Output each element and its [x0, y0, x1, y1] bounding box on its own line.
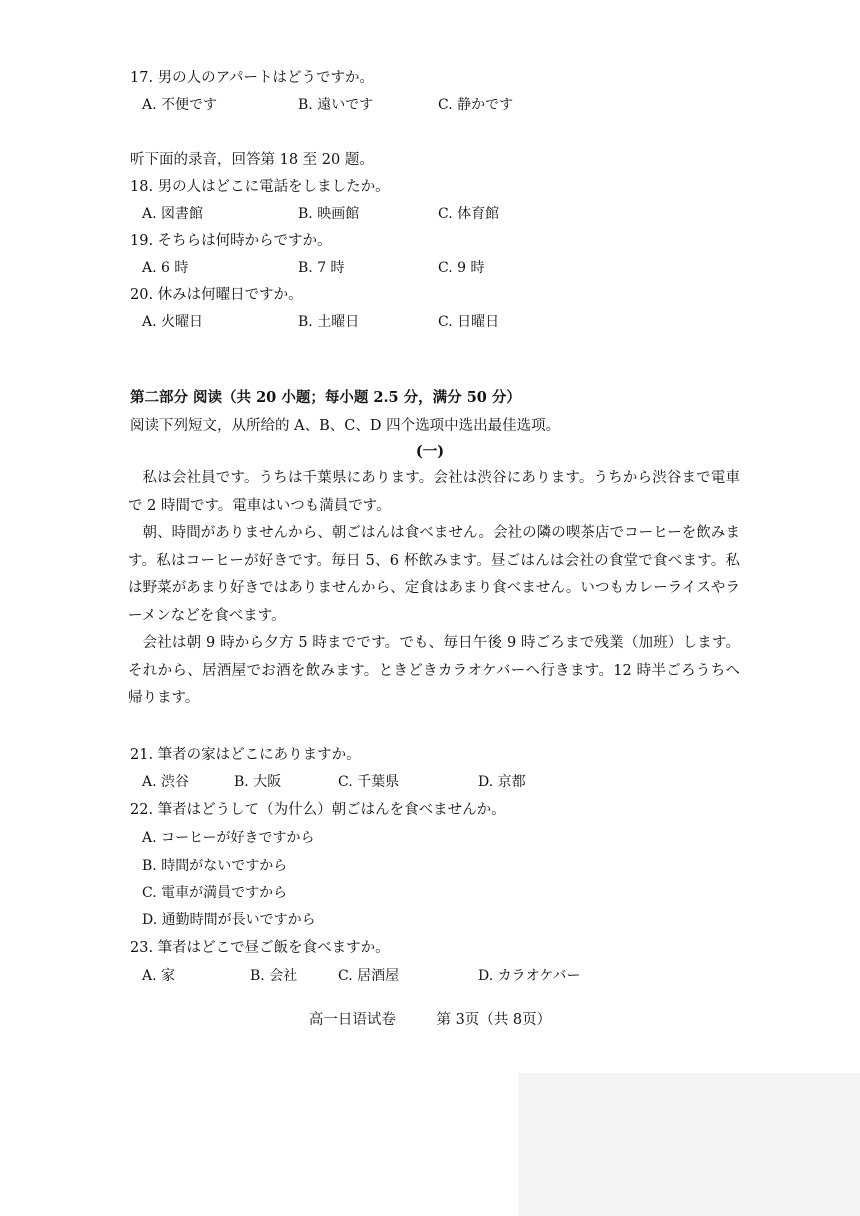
- question-23-stem: 23. 筆者はどこで昼ご飯を食べますか。: [130, 940, 390, 956]
- question-20-stem: 20. 休みは何曜日ですか。: [130, 287, 303, 303]
- question-23-option-c: C. 居酒屋: [338, 968, 400, 984]
- question-20-option-b: B. 土曜日: [298, 314, 360, 330]
- question-21-option-d: D. 京都: [478, 774, 526, 790]
- part2-instruction: 阅读下列短文，从所给的 A、B、C、D 四个选项中选出最佳选项。: [130, 418, 561, 434]
- question-18-stem: 18. 男の人はどこに電話をしましたか。: [130, 179, 390, 195]
- footer-exam-title: 高一日语试卷: [308, 1012, 396, 1028]
- passage-paragraph-3: 会社は朝 9 時から夕方 5 時までです。でも、毎日午後 9 時ごろまで残業（加班）します。それから、居酒屋でお酒を飲みます。ときどきカラオケバーへ行きます。12 時半ごろうちへ帰ります。: [128, 635, 740, 707]
- question-21-option-c: C. 千葉県: [338, 774, 400, 790]
- question-19-option-b: B. 7 時: [298, 260, 345, 276]
- question-22-option-d: D. 通勤時間が長いですから: [142, 912, 316, 928]
- question-19-option-a: A. 6 時: [142, 260, 189, 276]
- passage-paragraph-2: 朝、時間がありませんから、朝ごはんは食べません。会社の隣の喫茶店でコーヒーを飲みます。私はコーヒーが好きです。毎日 5、6 杯飲みます。昼ごはんは会社の食堂で食べます。私は野菜があまり好きではありませんから、定食はあまり食べません。いつもカレーライスやラーメンなどを食べます。: [128, 525, 740, 624]
- footer-page-number: 第 3页（共 8页）: [436, 1012, 552, 1028]
- question-18-option-a: A. 図書館: [142, 206, 204, 222]
- question-17-stem: 17. 男の人のアパートはどうですか。: [130, 70, 375, 86]
- passage-paragraph-1: 私は会社員です。うちは千葉県にあります。会社は渋谷にあります。うちから渋谷まで電車で 2 時間です。電車はいつも満員です。: [128, 470, 740, 514]
- question-17-option-a: A. 不便です: [142, 97, 218, 113]
- question-20-option-c: C. 日曜日: [438, 314, 500, 330]
- page-footer: [0, 1010, 860, 1030]
- part2-heading: 第二部分 阅读（共 20 小题；每小题 2.5 分，满分 50 分）: [130, 389, 521, 406]
- question-22-option-b: B. 時間がないですから: [142, 858, 288, 874]
- question-21-option-a: A. 渋谷: [142, 774, 190, 790]
- scan-shadow: [518, 1073, 860, 1216]
- listening-instruction: 听下面的录音，回答第 18 至 20 题。: [130, 152, 374, 168]
- question-22-stem: 22. 筆者はどうして（为什么）朝ごはんを食べませんか。: [130, 802, 506, 818]
- question-18-option-c: C. 体育館: [438, 206, 500, 222]
- question-19-option-c: C. 9 時: [438, 260, 485, 276]
- question-23-option-d: D. カラオケバー: [478, 968, 581, 984]
- question-21-option-b: B. 大阪: [234, 774, 282, 790]
- section-number: (一): [415, 443, 445, 460]
- question-22-option-c: C. 電車が満員ですから: [142, 885, 288, 901]
- question-17-option-c: C. 静かです: [438, 97, 514, 113]
- question-21-stem: 21. 筆者の家はどこにありますか。: [130, 747, 361, 763]
- question-20-option-a: A. 火曜日: [142, 314, 204, 330]
- question-22-option-a: A. コーヒーが好きですから: [142, 830, 315, 846]
- question-18-option-b: B. 映画館: [298, 206, 360, 222]
- question-23-option-a: A. 家: [142, 968, 176, 984]
- question-23-option-b: B. 会社: [250, 968, 298, 984]
- question-17-option-b: B. 遠いです: [298, 97, 374, 113]
- question-19-stem: 19. そちらは何時からですか。: [130, 233, 332, 249]
